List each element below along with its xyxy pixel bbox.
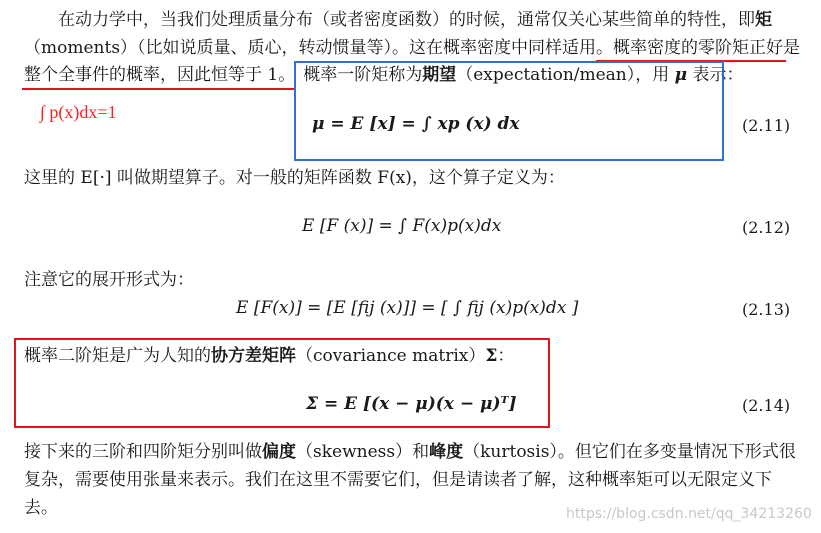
paragraph1-line2 xyxy=(24,36,800,60)
equation-2-14-number: (2.14) xyxy=(742,396,791,415)
p5-bold-skewness: 偏度 xyxy=(262,442,296,462)
p4-text-a: 概率二阶矩是广为人知的 xyxy=(24,346,211,366)
p1-mu-symbol: μ xyxy=(674,65,688,85)
equation-2-14 xyxy=(306,394,517,414)
paragraph5-line2: 复杂，需要使用张量来表示。我们在这里不需要它们，但是请读者了解，这种概率矩可以无限定义下 xyxy=(24,470,772,490)
p1-line3-text-a: 整个全事件的概率，因此恒等于 1。 xyxy=(24,65,296,85)
equation-2-13 xyxy=(236,298,578,318)
equation-2-11 xyxy=(312,114,520,134)
annotation-blue-box xyxy=(294,61,724,161)
p1-line3-bold-expectation: 期望 xyxy=(422,65,457,85)
csdn-watermark: https://blog.csdn.net/qq_34213260 xyxy=(566,506,812,522)
handwritten-integral-note: ∫ p(x)dx=1 xyxy=(40,102,117,122)
p1-line3-text-c: （expectation/mean），用 xyxy=(456,65,670,85)
equation-2-13-number: (2.13) xyxy=(742,300,791,319)
p1-line3-text-b: 概率一阶矩称为 xyxy=(303,65,423,85)
p1-line2-text-b: 概率密度的零阶矩正好是 xyxy=(613,38,801,58)
p5-line1-text-b: （skewness）和 xyxy=(296,442,430,462)
paragraph3: 注意它的展开形式为： xyxy=(24,270,194,290)
paragraph5-line3: 去。 xyxy=(24,498,58,518)
p5-line1-text-c: （kurtosis）。但它们在多变量情况下形式很 xyxy=(463,442,796,462)
equation-2-11-number: (2.11) xyxy=(742,116,791,135)
p1-line3-text-d: 表示： xyxy=(692,65,744,85)
eq214-formula: Σ = E [(x − μ)(x − μ)ᵀ] xyxy=(306,394,517,414)
eq213-formula: E [F(x)] = [E [fij (x)]] = [ ∫ fij (x)p(x)dx ] xyxy=(236,298,579,318)
paragraph5-line1 xyxy=(24,440,796,464)
paragraph1-line1 xyxy=(58,8,772,32)
paragraph2: 这里的 E[·] 叫做期望算子。对一般的矩阵函数 F(x)，这个算子定义为： xyxy=(24,168,565,188)
p4-bold-covariance: 协方差矩阵 xyxy=(211,346,296,366)
equation-2-12 xyxy=(302,216,501,236)
annotation-underline-2 xyxy=(22,88,296,90)
p5-bold-kurtosis: 峰度 xyxy=(429,442,464,462)
paragraph4 xyxy=(24,344,514,368)
p1-line2-text-a: （moments）（比如说质量、质心，转动惯量等）。这在概率密度中同样适用。 xyxy=(24,38,614,58)
equation-2-12-number: (2.12) xyxy=(742,218,791,237)
p4-text-b: （covariance matrix） xyxy=(296,346,486,366)
p1-line1-text: 在动力学中，当我们处理质量分布（或者密度函数）的时候，通常仅关心某些简单的特性，即 xyxy=(58,10,755,30)
p1-line1-bold-moment: 矩 xyxy=(755,10,772,30)
eq212-formula: E [F (x)] = ∫ F(x)p(x)dx xyxy=(302,216,502,236)
p4-text-c: ： xyxy=(497,346,515,366)
eq211-formula: μ = E [x] = ∫ xp (x) dx xyxy=(312,114,520,134)
p4-sigma-symbol: Σ xyxy=(485,346,498,366)
p5-line1-text-a: 接下来的三阶和四阶矩分别叫做 xyxy=(24,442,262,462)
